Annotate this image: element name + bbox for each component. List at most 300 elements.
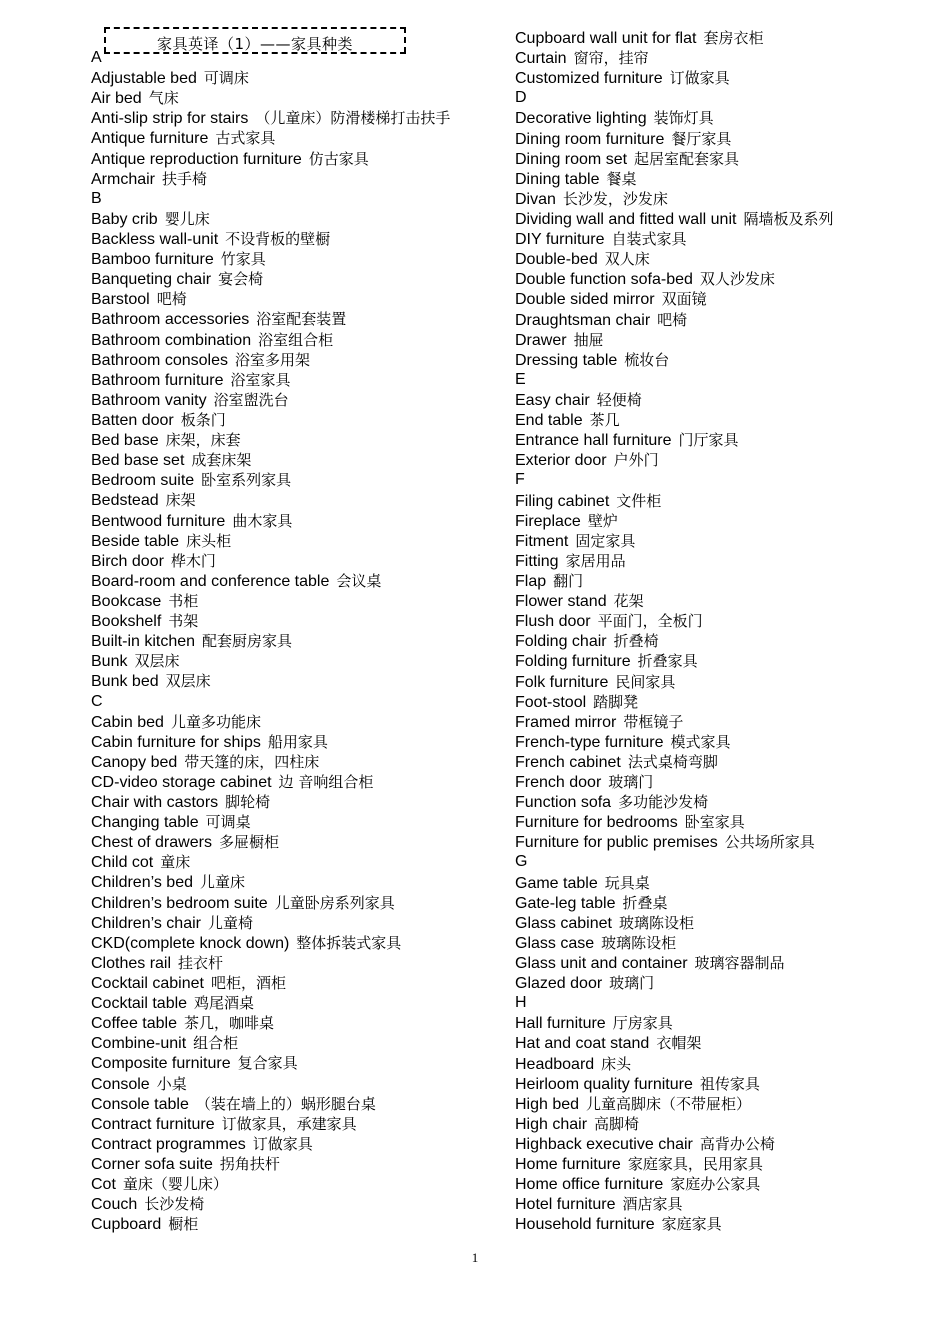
glossary-entry	[91, 1214, 450, 1234]
chinese-translation: 双层床	[165, 672, 211, 691]
chinese-translation: 桦木门	[170, 551, 216, 570]
english-term: C	[91, 692, 103, 710]
chinese-translation: 窗帘，挂帘	[573, 49, 649, 68]
english-term: Batten door	[91, 411, 174, 429]
chinese-translation: 双面镜	[661, 290, 707, 309]
english-term: Bunk	[91, 653, 128, 671]
glossary-entry	[515, 772, 833, 792]
chinese-translation: 吧椅	[657, 310, 688, 329]
chinese-translation: 双人沙发床	[699, 270, 775, 289]
chinese-translation: 船用家具	[267, 732, 328, 751]
chinese-translation: 浴室组合柜	[258, 330, 334, 349]
glossary-entry	[91, 209, 450, 229]
glossary-entry	[91, 973, 450, 993]
chinese-translation: 双人床	[604, 250, 650, 269]
english-term: Foot-stool	[515, 693, 587, 711]
glossary-entry	[91, 309, 450, 329]
chinese-translation: 多屉橱柜	[218, 833, 279, 852]
english-term: Bamboo furniture	[91, 251, 214, 269]
glossary-entry	[91, 410, 450, 430]
english-term: Couch	[91, 1196, 138, 1214]
english-term: Combine-unit	[91, 1035, 187, 1053]
chinese-translation: 折叠椅	[613, 632, 659, 651]
glossary-entry	[515, 390, 833, 410]
english-term: Cupboard wall unit for flat	[515, 30, 697, 47]
english-term: Cupboard	[91, 1216, 162, 1234]
glossary-entry	[91, 430, 450, 450]
english-term: Anti-slip strip for stairs	[91, 110, 249, 128]
english-term: High chair	[515, 1115, 588, 1133]
english-term: Drawer	[515, 331, 567, 349]
chinese-translation: 成套床架	[191, 451, 252, 470]
glossary-entry	[91, 732, 450, 752]
glossary-entry	[91, 611, 450, 631]
chinese-translation: 翻门	[553, 571, 584, 590]
english-term: Bathroom consoles	[91, 351, 228, 369]
english-term: Folk furniture	[515, 673, 609, 691]
chinese-translation: 民间家具	[615, 672, 676, 691]
glossary-entry	[515, 149, 833, 169]
english-term: Chair with castors	[91, 794, 219, 812]
chinese-translation: 橱柜	[168, 1215, 199, 1234]
glossary-entry	[91, 289, 450, 309]
glossary-entry	[515, 310, 833, 330]
section-letter	[515, 993, 833, 1013]
english-term: High bed	[515, 1095, 580, 1113]
chinese-translation: 自装式家具	[611, 230, 687, 249]
english-term: Built-in kitchen	[91, 633, 196, 651]
english-term: Folding furniture	[515, 653, 631, 671]
chinese-translation: 订做家具	[252, 1134, 313, 1153]
glossary-entry	[515, 430, 833, 450]
glossary-entry	[515, 269, 833, 289]
english-term: Bunk bed	[91, 673, 159, 691]
chinese-translation: 家庭家具	[661, 1215, 722, 1234]
glossary-entry	[515, 1134, 833, 1154]
glossary-entry	[91, 852, 450, 872]
glossary-entry	[91, 470, 450, 490]
english-term: Dining room furniture	[515, 130, 665, 148]
glossary-entry	[91, 913, 450, 933]
chinese-translation: 抽屉	[573, 330, 604, 349]
english-term: Function sofa	[515, 794, 612, 812]
chinese-translation: 床架	[165, 491, 196, 510]
glossary-entry	[91, 511, 450, 531]
glossary-entry	[515, 651, 833, 671]
glossary-entry	[515, 1154, 833, 1174]
english-term: Entrance hall furniture	[515, 432, 672, 450]
chinese-translation: 儿童椅	[207, 913, 253, 932]
glossary-entry	[91, 269, 450, 289]
english-term: Antique furniture	[91, 130, 209, 148]
english-term: Bathroom combination	[91, 331, 252, 349]
glossary-entry	[515, 330, 833, 350]
chinese-translation: 板条门	[180, 410, 226, 429]
glossary-entry	[515, 732, 833, 752]
english-term: D	[515, 89, 527, 107]
glossary-entry	[91, 1074, 450, 1094]
glossary-entry	[515, 893, 833, 913]
glossary-entry	[91, 350, 450, 370]
glossary-entry	[91, 108, 450, 128]
english-term: Bookcase	[91, 592, 162, 610]
glossary-entry	[91, 169, 450, 189]
glossary-entry	[91, 1134, 450, 1154]
english-term: Bed base set	[91, 452, 185, 470]
chinese-translation: 小桌	[156, 1074, 187, 1093]
chinese-translation: 挂衣杆	[178, 953, 224, 972]
english-term: Fitting	[515, 552, 559, 570]
chinese-translation: 整体拆装式家具	[296, 933, 402, 952]
english-term: Glass case	[515, 934, 595, 952]
english-term: Board-room and conference table	[91, 572, 330, 590]
chinese-translation: 曲木家具	[232, 511, 293, 530]
english-term: Children’s chair	[91, 914, 201, 932]
chinese-translation: 平面门，全板门	[597, 612, 703, 631]
chinese-translation: 边 音响组合柜	[278, 772, 374, 791]
english-term: Cocktail cabinet	[91, 975, 204, 993]
glossary-entry	[515, 672, 833, 692]
english-term: Exterior door	[515, 452, 607, 470]
chinese-translation: 餐桌	[606, 169, 637, 188]
glossary-entry	[91, 872, 450, 892]
chinese-translation: 玻璃门	[608, 773, 654, 792]
chinese-translation: 隔墙板及系列	[743, 209, 834, 228]
glossary-entry	[91, 651, 450, 671]
english-term: Bedroom suite	[91, 472, 195, 490]
english-term: Draughtsman chair	[515, 311, 651, 329]
section-letter	[515, 852, 833, 872]
english-term: Curtain	[515, 50, 567, 68]
section-letter	[91, 692, 450, 712]
glossary-entry	[515, 491, 833, 511]
glossary-entry	[91, 450, 450, 470]
chinese-translation: 古式家具	[215, 129, 276, 148]
chinese-translation: 玩具桌	[604, 873, 650, 892]
english-term: Filing cabinet	[515, 492, 610, 510]
english-term: Barstool	[91, 291, 150, 309]
glossary-entry	[91, 1094, 450, 1114]
glossary-entry	[515, 68, 833, 88]
english-term: B	[91, 189, 102, 207]
chinese-translation: 卧室家具	[684, 813, 745, 832]
glossary-entry	[515, 1194, 833, 1214]
chinese-translation: 浴室多用架	[234, 350, 310, 369]
chinese-translation: 高背办公椅	[699, 1135, 775, 1154]
chinese-translation: 床头	[601, 1054, 632, 1073]
glossary-entry	[515, 812, 833, 832]
english-term: Contract furniture	[91, 1115, 215, 1133]
english-term: Composite furniture	[91, 1055, 231, 1073]
chinese-translation: 餐厅家具	[671, 129, 732, 148]
glossary-entry	[515, 752, 833, 772]
glossary-entry	[515, 832, 833, 852]
english-term: Console	[91, 1075, 150, 1093]
chinese-translation: 玻璃陈设柜	[618, 913, 694, 932]
chinese-translation: 酒店家具	[622, 1195, 683, 1214]
english-term: Corner sofa suite	[91, 1156, 213, 1174]
glossary-entry	[91, 1013, 450, 1033]
english-term: Flower stand	[515, 593, 607, 611]
english-term: H	[515, 994, 527, 1012]
glossary-entry	[91, 1174, 450, 1194]
chinese-translation: 双层床	[134, 652, 180, 671]
glossary-entry	[91, 792, 450, 812]
glossary-entry	[515, 249, 833, 269]
chinese-translation: 公共场所家具	[724, 833, 815, 852]
glossary-entry	[515, 189, 833, 209]
english-term: French-type furniture	[515, 733, 664, 751]
chinese-translation: 气床	[148, 89, 179, 108]
glossary-entry	[91, 229, 450, 249]
glossary-entry	[91, 832, 450, 852]
glossary-entry	[91, 752, 450, 772]
english-term: Fitment	[515, 532, 569, 550]
glossary-entry	[91, 68, 450, 88]
chinese-translation: 床架，床套	[165, 431, 241, 450]
chinese-translation: 壁炉	[587, 511, 618, 530]
chinese-translation: 家居用品	[565, 551, 626, 570]
chinese-translation: （儿童床）防滑楼梯打击扶手	[255, 109, 451, 128]
english-term: French cabinet	[515, 753, 621, 771]
chinese-translation: 复合家具	[237, 1054, 298, 1073]
english-term: Canopy bed	[91, 753, 178, 771]
section-letter	[515, 88, 833, 108]
english-term: G	[515, 853, 528, 871]
glossary-entry	[91, 953, 450, 973]
right-column	[515, 28, 833, 1235]
chinese-translation: 套房衣柜	[703, 29, 764, 47]
english-term: Glass cabinet	[515, 914, 612, 932]
english-term: Clothes rail	[91, 954, 172, 972]
glossary-entry	[91, 993, 450, 1013]
chinese-translation: 长沙发，沙发床	[562, 189, 668, 208]
chinese-translation: 书架	[168, 612, 199, 631]
glossary-entry	[515, 209, 833, 229]
chinese-translation: 童床	[160, 853, 191, 872]
chinese-translation: 折叠桌	[622, 893, 668, 912]
english-term: F	[515, 471, 525, 489]
glossary-entry	[91, 128, 450, 148]
chinese-translation: 订做家具	[669, 69, 730, 88]
chinese-translation: 书柜	[168, 591, 199, 610]
english-term: Baby crib	[91, 210, 158, 228]
english-term: Double function sofa-bed	[515, 271, 693, 289]
page-number: 1	[471, 1250, 479, 1265]
english-term: Birch door	[91, 552, 164, 570]
glossary-entry	[515, 1074, 833, 1094]
chinese-translation: 祖传家具	[699, 1074, 760, 1093]
glossary-entry	[515, 289, 833, 309]
glossary-entry	[515, 129, 833, 149]
chinese-translation: 茶几，咖啡桌	[184, 1014, 275, 1033]
chinese-translation: 吧柜，酒柜	[210, 974, 286, 993]
english-term: Home office furniture	[515, 1176, 664, 1194]
glossary-entry	[515, 973, 833, 993]
glossary-entry	[515, 913, 833, 933]
glossary-entry	[91, 1114, 450, 1134]
glossary-entry	[91, 812, 450, 832]
english-term: End table	[515, 412, 583, 430]
glossary-entry	[91, 671, 450, 691]
glossary-entry	[515, 551, 833, 571]
chinese-translation: 踏脚凳	[593, 692, 639, 711]
chinese-translation: 玻璃门	[609, 974, 655, 993]
english-term: Divan	[515, 190, 556, 208]
glossary-entry	[515, 873, 833, 893]
chinese-translation: 吧椅	[156, 290, 187, 309]
english-term: Cabin furniture for ships	[91, 733, 261, 751]
glossary-entry	[515, 953, 833, 973]
section-letter	[91, 48, 450, 68]
glossary-entry	[515, 1214, 833, 1234]
chinese-translation: 可调桌	[205, 813, 251, 832]
chinese-translation: 装饰灯具	[653, 109, 714, 128]
english-term: Cot	[91, 1176, 116, 1194]
section-letter	[515, 370, 833, 390]
english-term: Dining table	[515, 170, 600, 188]
chinese-translation: 带框镜子	[623, 712, 684, 731]
english-term: Contract programmes	[91, 1135, 246, 1153]
chinese-translation: 起居室配套家具	[634, 149, 740, 168]
chinese-translation: 童床（婴儿床）	[122, 1175, 228, 1194]
english-term: Furniture for bedrooms	[515, 814, 678, 832]
chinese-translation: 多功能沙发椅	[618, 793, 709, 812]
english-term: Hat and coat stand	[515, 1035, 650, 1053]
glossary-entry	[91, 772, 450, 792]
chinese-translation: 儿童高脚床（不带屉柜）	[586, 1094, 752, 1113]
english-term: Armchair	[91, 170, 156, 188]
english-term: Gate-leg table	[515, 894, 616, 912]
glossary-entry	[515, 631, 833, 651]
english-term: Customized furniture	[515, 70, 663, 88]
glossary-entry	[91, 531, 450, 551]
glossary-entry	[91, 330, 450, 350]
glossary-entry	[515, 1114, 833, 1134]
chinese-translation: 拐角扶杆	[219, 1155, 280, 1174]
english-term: Glazed door	[515, 975, 603, 993]
english-term: Heirloom quality furniture	[515, 1075, 693, 1093]
english-term: Furniture for public premises	[515, 834, 718, 852]
english-term: Hotel furniture	[515, 1196, 616, 1214]
glossary-entry	[515, 792, 833, 812]
english-term: DIY furniture	[515, 231, 605, 249]
chinese-translation: 仿古家具	[308, 149, 369, 168]
english-term: Backless wall-unit	[91, 230, 219, 248]
english-term: Bed base	[91, 432, 159, 450]
glossary-entry	[515, 531, 833, 551]
chinese-translation: 浴室配套装置	[256, 310, 347, 329]
chinese-translation: 玻璃陈设柜	[601, 933, 677, 952]
english-term: E	[515, 370, 526, 388]
chinese-translation: 高脚椅	[594, 1114, 640, 1133]
chinese-translation: 浴室家具	[230, 370, 291, 389]
english-term: Double sided mirror	[515, 291, 655, 309]
glossary-entry	[91, 370, 450, 390]
glossary-entry	[91, 591, 450, 611]
chinese-translation: 儿童卧房系列家具	[274, 893, 395, 912]
english-term: Highback executive chair	[515, 1136, 693, 1154]
glossary-entry	[515, 712, 833, 732]
glossary-entry	[91, 249, 450, 269]
english-term: Children’s bedroom suite	[91, 894, 268, 912]
chinese-translation: 床头柜	[186, 531, 232, 550]
english-term: Easy chair	[515, 391, 590, 409]
chinese-translation: 可调床	[203, 69, 249, 88]
chinese-translation: 茶几	[589, 411, 620, 430]
chinese-translation: 脚轮椅	[225, 793, 271, 812]
english-term: Beside table	[91, 532, 180, 550]
english-term: Home furniture	[515, 1156, 621, 1174]
chinese-translation: 儿童床	[200, 873, 246, 892]
english-term: Framed mirror	[515, 713, 617, 731]
glossary-entry	[515, 350, 833, 370]
english-term: Antique reproduction furniture	[91, 150, 302, 168]
english-term: Bentwood furniture	[91, 512, 226, 530]
chinese-translation: 家庭办公家具	[670, 1175, 761, 1194]
english-term: Cabin bed	[91, 713, 164, 731]
english-term: Game table	[515, 874, 598, 892]
english-term: CKD(complete knock down)	[91, 934, 290, 952]
english-term: Changing table	[91, 814, 199, 832]
glossary-entry	[91, 712, 450, 732]
left-column	[91, 48, 450, 1234]
chinese-translation: 梳妆台	[624, 350, 670, 369]
english-term: CD-video storage cabinet	[91, 773, 272, 791]
glossary-entry	[515, 571, 833, 591]
glossary-entry	[515, 611, 833, 631]
english-term: Bathroom vanity	[91, 391, 207, 409]
chinese-translation: 模式家具	[670, 732, 731, 751]
glossary-entry	[515, 591, 833, 611]
chinese-translation: 组合柜	[193, 1034, 239, 1053]
chinese-translation: 婴儿床	[164, 209, 210, 228]
english-term: Fireplace	[515, 512, 581, 530]
glossary-entry	[91, 88, 450, 108]
chinese-translation: 带天篷的床，四柱床	[184, 752, 320, 771]
chinese-translation: 儿童多功能床	[170, 712, 261, 731]
chinese-translation: 会议桌	[336, 571, 382, 590]
chinese-translation: 玻璃容器制品	[694, 954, 785, 973]
glossary-entry	[515, 410, 833, 430]
chinese-translation: 宴会椅	[218, 270, 264, 289]
glossary-entry	[515, 1033, 833, 1053]
chinese-translation: 法式桌椅弯脚	[627, 752, 718, 771]
english-term: Glass unit and container	[515, 955, 688, 973]
glossary-entry	[515, 692, 833, 712]
english-term: French door	[515, 774, 602, 792]
chinese-translation: 订做家具，承建家具	[221, 1114, 357, 1133]
glossary-entry	[91, 149, 450, 169]
chinese-translation: 花架	[613, 592, 644, 611]
chinese-translation: 鸡尾酒桌	[194, 994, 255, 1013]
english-term: Hall furniture	[515, 1015, 606, 1033]
glossary-entry	[515, 1013, 833, 1033]
glossary-entry	[91, 893, 450, 913]
english-term: Child cot	[91, 854, 154, 872]
glossary-entry	[91, 390, 450, 410]
glossary-entry	[91, 571, 450, 591]
glossary-entry	[515, 450, 833, 470]
glossary-entry	[515, 229, 833, 249]
chinese-translation: 竹家具	[220, 250, 266, 269]
glossary-entry	[91, 1154, 450, 1174]
glossary-entry	[91, 490, 450, 510]
english-term: Folding chair	[515, 633, 607, 651]
english-term: A	[91, 49, 102, 66]
glossary-entry	[515, 511, 833, 531]
english-term: Double-bed	[515, 251, 598, 269]
